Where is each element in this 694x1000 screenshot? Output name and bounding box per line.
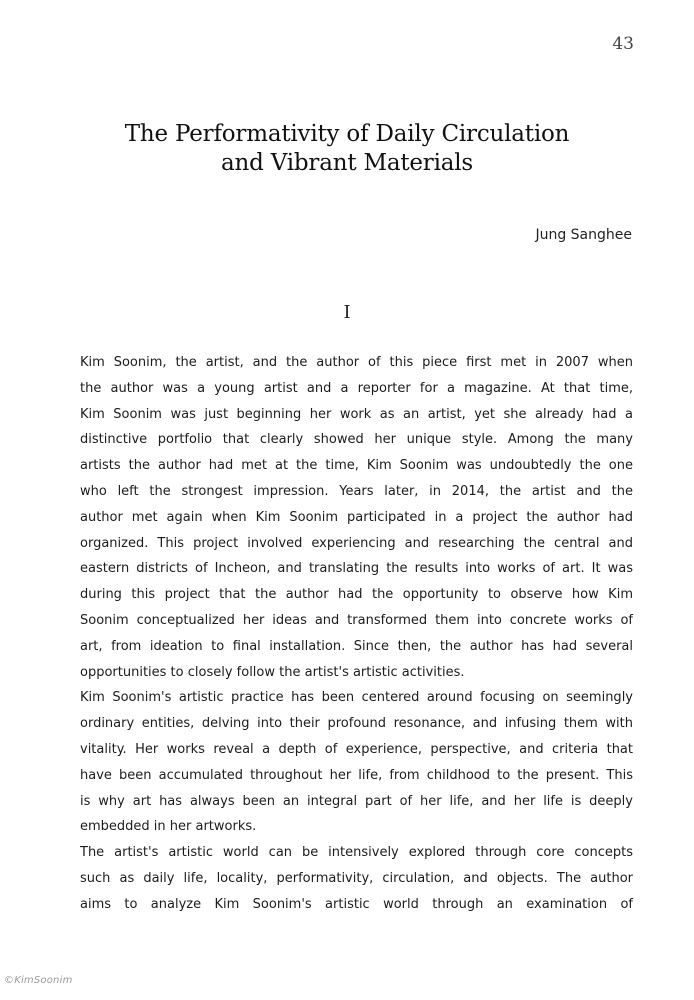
paragraph-1 — [80, 350, 633, 685]
paragraph-2 — [80, 685, 633, 840]
page-number: 43 — [612, 34, 634, 54]
text-line: embedded in her artworks. — [80, 819, 257, 835]
text-line: aims to analyze Kim Soonim's artistic world through an examination of — [80, 896, 633, 912]
text-line: have been accumulated throughout her life, from childhood to the present. This — [80, 767, 633, 783]
text-line: ordinary entities, delving into their profound resonance, and infusing them with — [80, 716, 633, 732]
text-line: Kim Soonim was just beginning her work as an artist, yet she already had a — [80, 406, 633, 422]
author-name: Jung Sanghee — [535, 227, 632, 243]
text-line: opportunities to closely follow the artist's artistic activities. — [80, 664, 465, 680]
text-line: who left the strongest impression. Years later, in 2014, the artist and the — [80, 483, 633, 499]
copyright-watermark: ©KimSoonim — [4, 975, 73, 986]
text-line: vitality. Her works reveal a depth of experience, perspective, and criteria that — [80, 741, 633, 757]
text-line: art, from ideation to final installation. Since then, the author has had several — [80, 638, 633, 654]
paragraph-3 — [80, 840, 633, 917]
text-line: is why art has always been an integral part of her life, and her life is deeply — [80, 793, 633, 809]
text-line: the author was a young artist and a reporter for a magazine. At that time, — [80, 380, 633, 396]
text-line: Kim Soonim's artistic practice has been centered around focusing on seemingly — [80, 690, 633, 706]
text-line: author met again when Kim Soonim participated in a project the author had — [80, 509, 633, 525]
article-title — [0, 120, 694, 178]
text-line: artists the author had met at the time, Kim Soonim was undoubtedly the one — [80, 458, 633, 474]
text-line: such as daily life, locality, performativity, circulation, and objects. The author — [80, 870, 633, 886]
text-line: during this project that the author had the opportunity to observe how Kim — [80, 587, 633, 603]
article-body — [80, 350, 633, 918]
text-line: Soonim conceptualized her ideas and transformed them into concrete works of — [80, 612, 633, 628]
text-line: organized. This project involved experiencing and researching the central and — [80, 535, 633, 551]
section-heading: I — [343, 302, 351, 323]
text-line: distinctive portfolio that clearly showed her unique style. Among the many — [80, 432, 633, 448]
text-line: The artist's artistic world can be intensively explored through core concepts — [80, 845, 633, 861]
text-line: eastern districts of Incheon, and translating the results into works of art. It was — [80, 561, 633, 577]
article-title-line-1: The Performativity of Daily Circulation — [124, 121, 570, 147]
text-line: Kim Soonim, the artist, and the author of this piece first met in 2007 when — [80, 355, 633, 370]
article-title-line-2: and Vibrant Materials — [220, 150, 474, 176]
